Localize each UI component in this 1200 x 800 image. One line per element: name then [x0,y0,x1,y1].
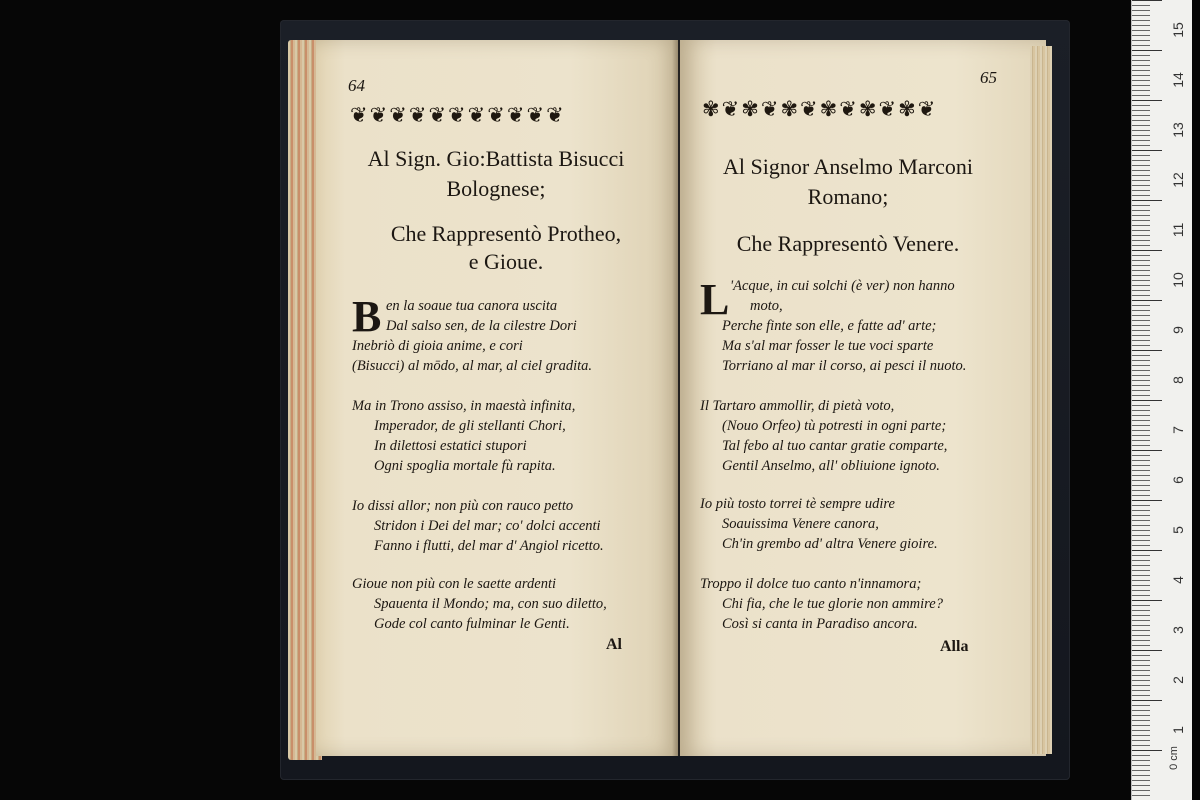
verse-line: Gioue non più con le saette ardenti [352,576,557,592]
right-subtitle [698,230,998,258]
right-subtitle-line: Che Rappresentò Venere. [736,231,960,256]
ruler-number: 13 [1170,122,1186,138]
verse-line: Ma in Trono assiso, in maestà infinita, [352,398,576,414]
left-stanza-3 [352,496,604,556]
right-catchword: Alla [940,638,969,655]
verse-line: Fanno i flutti, del mar d' Angiol ricetto. [374,538,604,554]
verse-line: (Nouo Orfeo) tù potresti in ogni parte; [722,418,947,434]
verse-line: (Bisucci) al mōdo, al mar, al ciel gradita. [352,358,593,374]
verse-line: Io dissi allor; non più con rauco petto [352,498,574,514]
verse-line: Torriano al mar il corso, ai pesci il nuoto. [722,358,967,374]
ruler-unit-label: 0 cm [1167,746,1180,770]
fleuron-icon: ❦ [448,102,466,127]
ruler-number: 3 [1170,626,1186,634]
right-stanza-1 [700,276,966,376]
right-page [680,40,1046,756]
verse-line: Il Tartaro ammollir, di pietà voto, [700,398,895,414]
fleuron-icon: ❦ [408,102,427,127]
left-title-line: Bolognese; [446,176,546,201]
fleuron-icon: ❦ [506,102,525,127]
verse-line: Gentil Anselmo, all' obliuione ignoto. [722,458,940,474]
left-title [346,144,646,204]
fleuron-icon: ✾ [898,96,916,121]
fleuron-icon: ✾ [819,96,838,121]
verse-line: 'Acque, in cui solchi (è ver) non hanno [730,278,955,294]
fleuron-icon: ❦ [369,102,388,127]
ruler-number: 8 [1170,376,1186,384]
verse-line: Imperador, de gli stellanti Chori, [374,418,566,434]
left-page-number: 64 [348,76,365,95]
right-ornament-band [702,94,935,124]
fleuron-icon: ❦ [428,102,447,127]
verse-line: moto, [750,298,783,314]
right-stanza-3 [700,494,938,554]
fleuron-icon: ❦ [467,102,486,127]
right-title-line: Romano; [807,184,889,209]
fleuron-icon: ❦ [839,96,857,121]
left-ornament-band [350,100,564,130]
right-title [698,152,998,212]
verse-line: Così si canta in Paradiso ancora. [722,616,918,632]
right-stanza-4 [700,574,943,634]
verse-line: Ogni spoglia mortale fù rapita. [374,458,556,474]
ruler-number: 15 [1170,22,1186,38]
fleuron-icon: ❦ [760,96,779,121]
right-title-line: Al Signor Anselmo Marconi [723,154,973,179]
verse-line: Ch'in grembo ad' altra Venere gioire. [722,536,938,552]
ruler-number: 2 [1170,676,1186,684]
left-subtitle-line: e Gioue. [468,249,544,274]
right-page-number: 65 [980,68,997,87]
left-stanza-2 [352,396,575,476]
left-stanza-1 [352,292,593,376]
verse-line: Troppo il dolce tuo canto n'innamora; [700,576,922,592]
left-stanza-4 [352,574,607,634]
right-stanza-2 [700,396,947,476]
ruler-number: 7 [1170,426,1186,434]
left-dropcap: B [352,292,382,341]
verse-line: Chi fia, che le tue glorie non ammire? [722,596,943,612]
ruler-number: 5 [1170,526,1186,534]
fleuron-icon: ✾ [780,96,799,121]
verse-line: In dilettosi estatici stupori [374,438,527,454]
left-catchword: Al [606,636,622,653]
ruler-number: 10 [1170,272,1186,288]
verse-line: Inebriò di gioia anime, e cori [352,338,523,354]
left-subtitle-line: Che Rappresentò Protheo, [390,221,622,246]
verse-line: Tal febo al tuo cantar gratie comparte, [722,438,948,454]
verse-line: Gode col canto fulminar le Genti. [374,616,570,632]
fleuron-icon: ❦ [389,102,407,127]
left-page [316,40,678,756]
right-dropcap: L [700,275,730,324]
verse-line: Ma s'al mar fosser le tue voci sparte [722,338,934,354]
fleuron-icon: ❦ [526,102,545,127]
ruler-number: 12 [1170,172,1186,188]
fleuron-icon: ✾ [702,96,720,121]
ruler-number: 9 [1170,326,1186,334]
fleuron-icon: ✾ [858,96,877,121]
fleuron-icon: ❦ [487,102,505,127]
fleuron-icon: ❦ [800,96,818,121]
fleuron-icon: ❦ [917,96,936,121]
verse-line: Dal salso sen, de la cilestre Dori [386,318,577,334]
ruler-number: 14 [1170,72,1186,88]
right-page-block-edge [1030,46,1052,754]
measurement-ruler [1131,0,1192,800]
fleuron-icon: ❦ [350,102,368,127]
ruler-major-ticks [1132,0,1162,800]
verse-line: Soauissima Venere canora, [722,516,879,532]
fleuron-icon: ❦ [721,96,740,121]
ruler-number: 6 [1170,476,1186,484]
verse-line: Stridon i Dei del mar; co' dolci accenti [374,518,601,534]
verse-line: Io più tosto torrei tè sempre udire [700,496,895,512]
verse-line: Perche finte son elle, e fatte ad' arte; [722,318,937,334]
ruler-number: 11 [1170,222,1186,238]
verse-line: en la soaue tua canora uscita [386,298,558,314]
fleuron-icon: ❦ [546,102,564,127]
fleuron-icon: ❦ [878,96,897,121]
ruler-number: 1 [1170,726,1186,734]
left-subtitle [356,220,656,276]
verse-line: Spauenta il Mondo; ma, con suo diletto, [374,596,607,612]
fleuron-icon: ✾ [741,96,759,121]
ruler-number: 4 [1170,576,1186,584]
left-title-line: Al Sign. Gio:Battista Bisucci [367,146,625,171]
